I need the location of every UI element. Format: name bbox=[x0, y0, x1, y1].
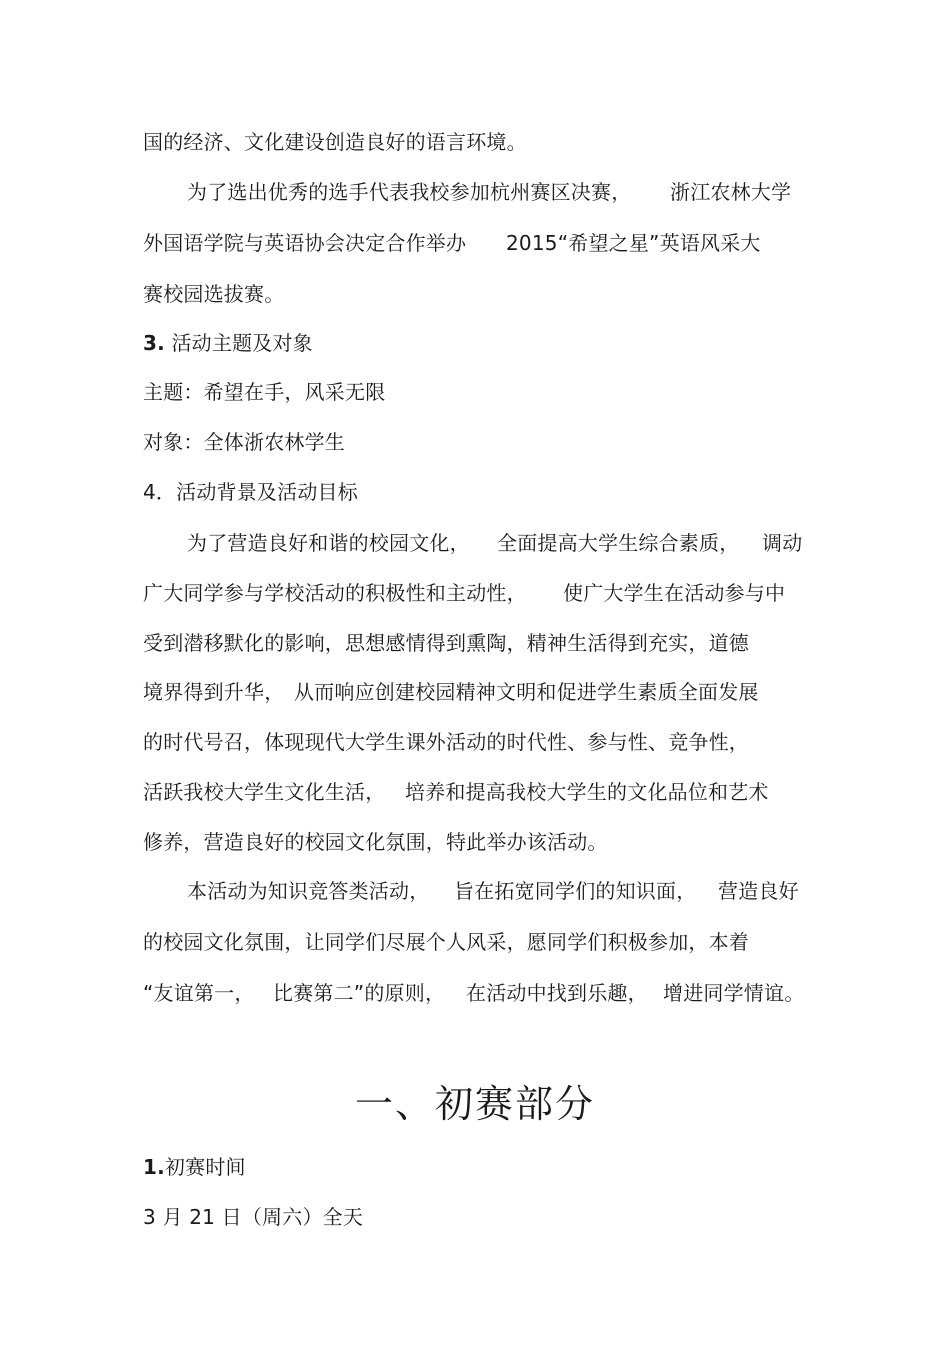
s4-p2-seg-4: “友谊第一， bbox=[143, 981, 255, 1005]
s4-p1-seg-10: 培养和提高我校大学生的文化品位和艺术 bbox=[405, 780, 769, 804]
section3-title: 活动主题及对象 bbox=[171, 331, 313, 355]
s4-p2-seg-0: 本活动为知识竞答类活动， bbox=[187, 879, 430, 903]
s4-p1-seg-7: 从而响应创建校园精神文明和促进学生素质全面发展 bbox=[294, 680, 759, 704]
s4-p1-seg-11: 修养，营造良好的校园文化氛围，特此举办该活动。 bbox=[143, 830, 608, 854]
s4-p2-seg-6: 在活动中找到乐趣， bbox=[466, 981, 648, 1005]
intro-p2-line-1b: 浙江农林大学 bbox=[670, 180, 792, 204]
intro-p2-line-1a: 为了选出优秀的选手代表我校参加杭州赛区决赛， bbox=[187, 180, 632, 204]
section4-title: 4．活动背景及活动目标 bbox=[143, 480, 358, 504]
s4-p1-seg-1: 全面提高大学生综合素质， bbox=[497, 531, 740, 555]
s4-p1-seg-5: 受到潜移默化的影响，思想感情得到熏陶，精神生活得到充实，道德 bbox=[143, 631, 749, 655]
s4-p1-seg-9: 活跃我校大学生文化生活， bbox=[143, 780, 386, 804]
intro-p2-line-2b: 2015“希望之星”英语风采大 bbox=[506, 231, 761, 255]
part1-sub-number: 1. bbox=[143, 1155, 165, 1179]
part1-date: 3 月 21 日（周六）全天 bbox=[143, 1205, 364, 1229]
s4-p2-seg-2: 营造良好 bbox=[718, 879, 799, 903]
s4-p2-seg-1: 旨在拓宽同学们的知识面， bbox=[454, 879, 697, 903]
section3-heading bbox=[143, 331, 313, 355]
part1-sub-title: 初赛时间 bbox=[164, 1155, 246, 1179]
intro-p2-line-3: 赛校园选拔赛。 bbox=[143, 282, 285, 306]
s4-p2-seg-3: 的校园文化氛围，让同学们尽展个人风采，愿同学们积极参加，本着 bbox=[143, 930, 749, 954]
section3-target: 对象：全体浙农林学生 bbox=[143, 430, 345, 454]
intro-p2-line-2a: 外国语学院与英语协会决定合作举办 bbox=[143, 231, 467, 255]
part1-heading: 一、初赛部分 bbox=[354, 1082, 595, 1126]
s4-p2-seg-7: 增进同学情谊。 bbox=[663, 981, 805, 1005]
s4-p1-seg-3: 广大同学参与学校活动的积极性和主动性， bbox=[143, 581, 527, 605]
section3-number: 3. bbox=[143, 331, 165, 355]
s4-p1-seg-6: 境界得到升华， bbox=[143, 680, 285, 704]
s4-p2-seg-5: 比赛第二”的原则， bbox=[273, 981, 446, 1005]
section3-theme: 主题：希望在手，风采无限 bbox=[143, 380, 386, 404]
s4-p1-seg-4: 使广大学生在活动参与中 bbox=[563, 581, 786, 605]
intro-line-1: 国的经济、文化建设创造良好的语言环境。 bbox=[143, 130, 527, 154]
s4-p1-seg-8: 的时代号召，体现现代大学生课外活动的时代性、参与性、竞争性， bbox=[143, 730, 749, 754]
s4-p1-seg-0: 为了营造良好和谐的校园文化， bbox=[187, 531, 470, 555]
s4-p1-seg-2: 调动 bbox=[762, 531, 803, 555]
part1-subheading bbox=[143, 1155, 246, 1179]
